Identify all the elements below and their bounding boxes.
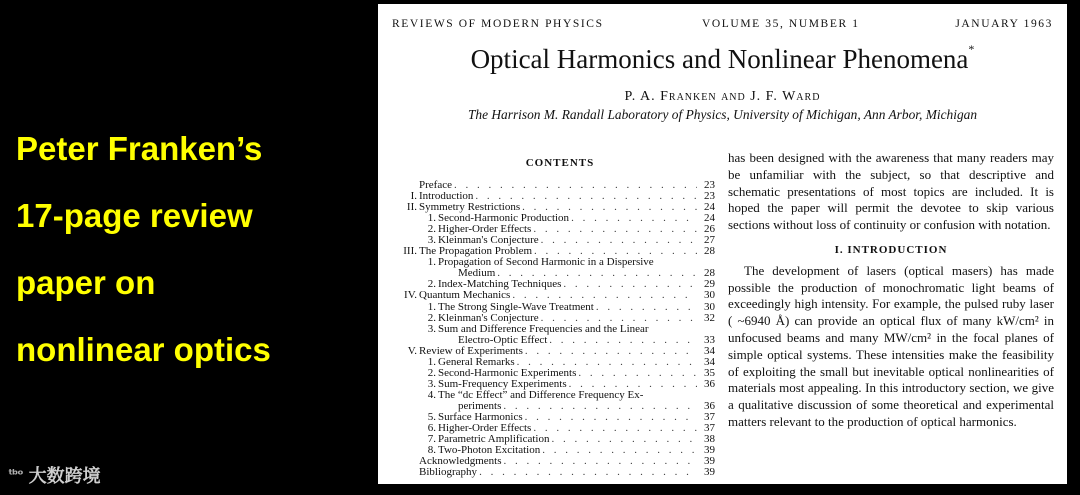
toc-row <box>390 257 715 268</box>
toc-page-number: 29 <box>704 279 715 291</box>
toc-leader-dots <box>531 423 697 434</box>
toc-page-number: 26 <box>704 224 715 236</box>
right-column <box>728 150 1054 431</box>
toc-entry-text: Sum-Frequency Experiments <box>438 378 567 390</box>
toc-entry-text: Second-Harmonic Experiments <box>438 367 577 379</box>
toc-row <box>390 290 715 301</box>
toc-row <box>390 279 715 290</box>
section-heading-introduction: I. INTRODUCTION <box>834 243 948 256</box>
toc-page-number: 30 <box>704 301 715 313</box>
toc-number: 3. <box>427 235 436 247</box>
toc-leader-dots <box>547 335 697 346</box>
toc-row <box>390 368 715 379</box>
table-of-contents <box>390 180 715 478</box>
toc-row <box>390 235 715 246</box>
toc-entry-text: Propagation of Second Harmonic in a Dispersive <box>438 257 654 269</box>
toc-number: 7. <box>427 434 436 446</box>
toc-number: IV. <box>404 290 417 302</box>
toc-row <box>390 379 715 390</box>
toc-page-number: 36 <box>704 378 715 390</box>
toc-row <box>390 390 715 401</box>
toc-page-number: 36 <box>704 400 715 412</box>
toc-leader-dots <box>531 224 697 235</box>
toc-row <box>390 346 715 357</box>
toc-leader-dots <box>540 445 697 456</box>
toc-leader-dots <box>501 401 697 412</box>
body-paragraph-1: has been designed with the awareness that many readers may be unfamiliar with the subject, so that descriptive and schematic presentations of most topics are included. It is hoped the paper will permit the devotee to skip various sections without loss of continuity or confusion with notation. <box>728 150 1054 233</box>
toc-leader-dots <box>523 412 697 423</box>
toc-row <box>390 423 715 434</box>
toc-entry-text: Sum and Difference Frequencies and the Linear <box>438 323 649 335</box>
toc-entry-text: The Strong Single-Wave Treatment <box>438 301 594 313</box>
toc-entry-text: Acknowledgments <box>419 456 502 468</box>
caption-line-4: nonlinear optics <box>16 331 271 368</box>
toc-entry-text: Symmetry Restrictions <box>419 202 521 214</box>
toc-entry-text: Kleinman's Conjecture <box>438 235 539 247</box>
toc-page-number: 28 <box>704 268 715 280</box>
toc-entry-text: Introduction <box>419 191 474 203</box>
slide-caption <box>16 128 356 396</box>
toc-row <box>390 213 715 224</box>
toc-number: V. <box>407 345 417 357</box>
toc-leader-dots <box>569 213 697 224</box>
toc-entry-text: Bibliography <box>419 467 478 479</box>
toc-row <box>390 224 715 235</box>
toc-entry-text: Preface <box>419 180 452 191</box>
toc-leader-dots <box>532 246 697 257</box>
toc-page-number: 35 <box>704 367 715 379</box>
toc-number: 4. <box>427 389 436 401</box>
toc-number: 3. <box>427 378 436 390</box>
toc-entry-text: General Remarks <box>438 356 515 368</box>
toc-entry-text: Second-Harmonic Production <box>438 213 570 225</box>
toc-leader-dots <box>515 357 697 368</box>
toc-page-number: 27 <box>704 235 715 247</box>
paper-authors: P. A. Franken and J. F. Ward <box>624 89 821 104</box>
toc-page-number: 34 <box>704 345 715 357</box>
toc-page-number: 37 <box>704 411 715 423</box>
toc-row <box>390 434 715 445</box>
toc-number: 5. <box>427 411 436 423</box>
toc-number: 1. <box>427 213 436 225</box>
toc-page-number: 28 <box>704 246 715 258</box>
toc-number: 1. <box>427 301 436 313</box>
toc-page-number: 38 <box>704 434 715 446</box>
toc-row <box>390 412 715 423</box>
paper-title-text: Optical Harmonics and Nonlinear Phenomena <box>470 44 969 74</box>
toc-page-number: 24 <box>704 202 715 214</box>
toc-entry-text: Higher-Order Effects <box>438 423 532 435</box>
toc-page-number: 39 <box>704 467 715 479</box>
toc-row <box>390 445 715 456</box>
toc-leader-dots <box>510 290 697 301</box>
toc-row <box>390 324 715 335</box>
toc-leader-dots <box>567 379 697 390</box>
toc-row <box>390 467 715 478</box>
toc-number: 1. <box>427 356 436 368</box>
toc-row <box>390 357 715 368</box>
toc-number: 6. <box>427 423 436 435</box>
toc-entry-text: Surface Harmonics <box>438 411 523 423</box>
toc-number: 2. <box>427 312 436 324</box>
watermark-logo-icon: ᵗᵇᵒ <box>8 467 23 483</box>
toc-page-number: 37 <box>704 423 715 435</box>
toc-number: I. <box>410 191 417 203</box>
paper-affiliation: The Harrison M. Randall Laboratory of Physics, University of Michigan, Ann Arbor, Michigan <box>467 107 978 122</box>
toc-leader-dots <box>477 467 697 478</box>
toc-entry-text: The “dc Effect” and Difference Frequency Ex- <box>438 389 644 401</box>
toc-row <box>390 302 715 313</box>
toc-leader-dots <box>594 302 697 313</box>
toc-page-number: 32 <box>704 312 715 324</box>
watermark-text: 大数跨境 <box>28 466 101 487</box>
toc-entry-text: Index-Matching Techniques <box>438 279 562 291</box>
toc-leader-dots <box>561 279 697 290</box>
body-paragraph-2: The development of lasers (optical masers) has made possible the production of monochromatic light beams of exceedingly high intensity. For example, the pulsed ruby laser ( ~6940 Å) can provide an optical flux of many kW/cm² in unfocused beams and many MW/cm² in the focal planes of simple optical systems. These intensities make the feasibility of exploiting the small but inevitable optical nonlinearities of materials most appealing. In this introductory section, we give a qualitative discussion of some theoretical and experimental matters relevant to the production of optical harmonics. <box>728 262 1054 429</box>
toc-number: 8. <box>427 445 436 457</box>
toc-leader-dots <box>520 202 697 213</box>
toc-entry-text: Review of Experiments <box>419 345 523 357</box>
paper-title <box>378 44 1067 75</box>
journal-name: REVIEWS OF MODERN PHYSICS <box>392 18 604 30</box>
toc-row <box>390 202 715 213</box>
toc-leader-dots <box>452 180 697 191</box>
toc-page-number: 23 <box>704 191 715 203</box>
toc-entry-text: Quantum Mechanics <box>419 290 511 302</box>
toc-entry-text: The Propagation Problem <box>419 246 533 258</box>
toc-page-number: 23 <box>704 180 715 191</box>
toc-leader-dots <box>550 434 698 445</box>
toc-row <box>390 456 715 467</box>
toc-entry-text: Kleinman's Conjecture <box>438 312 539 324</box>
toc-number: 2. <box>427 224 436 236</box>
toc-row <box>390 268 715 279</box>
caption-line-1: Peter Franken’s <box>16 130 263 167</box>
toc-page-number: 39 <box>704 445 715 457</box>
toc-leader-dots <box>495 268 697 279</box>
toc-row <box>390 191 715 202</box>
toc-leader-dots <box>523 346 697 357</box>
toc-page-number: 24 <box>704 213 715 225</box>
toc-entry-text: periments <box>458 400 502 412</box>
toc-page-number: 34 <box>704 356 715 368</box>
title-footnote-mark: * <box>968 42 975 56</box>
toc-number: III. <box>403 246 417 258</box>
toc-leader-dots <box>576 368 697 379</box>
toc-number: II. <box>406 202 417 214</box>
issue-date: JANUARY 1963 <box>955 18 1053 30</box>
toc-number: 3. <box>427 323 436 335</box>
caption-line-2: 17-page review <box>16 197 253 234</box>
toc-row <box>390 313 715 324</box>
toc-entry-text: Medium <box>458 268 496 280</box>
toc-page-number: 39 <box>704 456 715 468</box>
toc-entry-text: Electro-Optic Effect <box>458 334 548 346</box>
toc-number: 2. <box>427 367 436 379</box>
paper-page-image <box>378 4 1067 484</box>
toc-entry-text: Higher-Order Effects <box>438 224 532 236</box>
toc-number: 2. <box>427 279 436 291</box>
watermark-logo <box>8 462 101 488</box>
toc-number: 1. <box>427 257 436 269</box>
toc-row <box>390 401 715 412</box>
volume-number: VOLUME 35, NUMBER 1 <box>702 18 860 30</box>
toc-row <box>390 180 715 191</box>
contents-heading: CONTENTS <box>525 157 595 169</box>
toc-page-number: 33 <box>704 334 715 346</box>
toc-leader-dots <box>501 456 697 467</box>
toc-entry-text: Parametric Amplification <box>438 434 550 446</box>
toc-leader-dots <box>539 235 697 246</box>
toc-row <box>390 246 715 257</box>
toc-entry-text: Two-Photon Excitation <box>438 445 541 457</box>
toc-leader-dots <box>473 191 697 202</box>
toc-row <box>390 335 715 346</box>
toc-leader-dots <box>539 313 697 324</box>
caption-line-3: paper on <box>16 264 156 301</box>
toc-page-number: 30 <box>704 290 715 302</box>
